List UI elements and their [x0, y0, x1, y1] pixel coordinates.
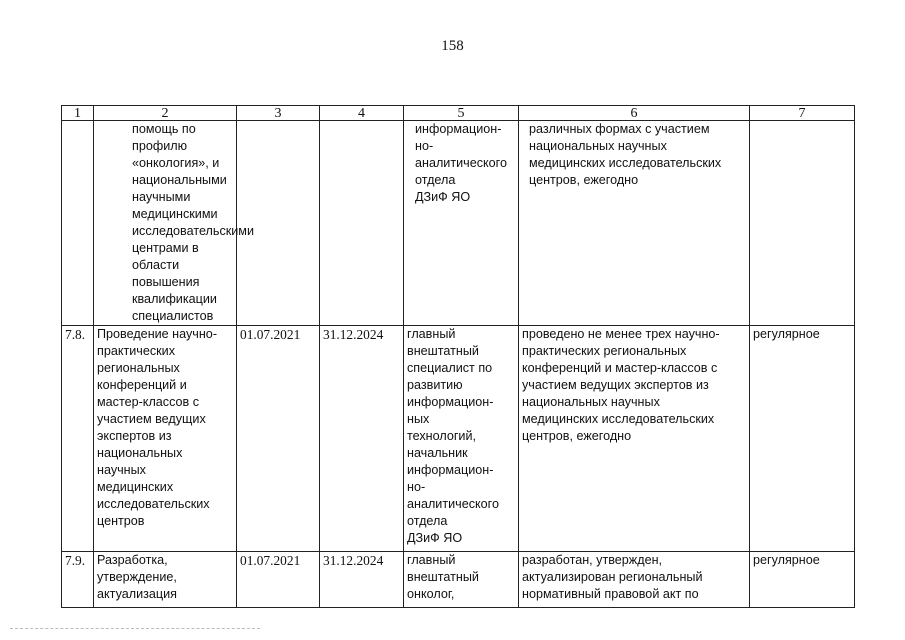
- plan-table: [61, 105, 855, 608]
- scan-edge-mark: [10, 628, 260, 631]
- responsible-cell: главный внештатный онколог,: [404, 552, 519, 608]
- column-header: 6: [519, 106, 750, 121]
- column-header: 1: [62, 106, 94, 121]
- column-header: 7: [750, 106, 855, 121]
- start-date-cell: 01.07.2021: [237, 326, 320, 552]
- column-header: 3: [237, 106, 320, 121]
- event-cell: помощь по профилю «онкология», и национальными научными медицинскими исследовательскими центрами в области повышения квалификации специалистов: [94, 121, 237, 326]
- end-date-cell: 31.12.2024: [320, 326, 404, 552]
- event-cell: Разработка, утверждение, актуализация: [94, 552, 237, 608]
- table-row: [62, 552, 855, 608]
- event-cell: Проведение научно- практических региональных конференций и мастер-классов с участием ведущих экспертов из национальных научных медицинских исследовательских центров: [94, 326, 237, 552]
- type-cell: регулярное: [750, 552, 855, 608]
- table-header-row: [62, 106, 855, 121]
- row-number: 7.9.: [62, 552, 94, 608]
- end-date-cell: [320, 121, 404, 326]
- column-header: 5: [404, 106, 519, 121]
- row-number: [62, 121, 94, 326]
- result-cell: различных формах с участием национальных научных медицинских исследовательских центров, ежегодно: [519, 121, 750, 326]
- start-date-cell: 01.07.2021: [237, 552, 320, 608]
- result-cell: разработан, утвержден, актуализирован региональный нормативный правовой акт по: [519, 552, 750, 608]
- table-row: [62, 326, 855, 552]
- responsible-cell: информацион- но- аналитического отдела ДЗиФ ЯО: [404, 121, 519, 326]
- column-header: 2: [94, 106, 237, 121]
- result-cell: проведено не менее трех научно- практических региональных конференций и мастер-классов с участием ведущих экспертов из национальных научных медицинских исследовательских центров, ежегодно: [519, 326, 750, 552]
- table-row: [62, 121, 855, 326]
- row-number: 7.8.: [62, 326, 94, 552]
- page-number: 158: [441, 38, 464, 54]
- type-cell: регулярное: [750, 326, 855, 552]
- column-header: 4: [320, 106, 404, 121]
- responsible-cell: главный внештатный специалист по развитию информацион- ных технологий, начальник информацион- но- аналитического отдела ДЗиФ ЯО: [404, 326, 519, 552]
- end-date-cell: 31.12.2024: [320, 552, 404, 608]
- type-cell: [750, 121, 855, 326]
